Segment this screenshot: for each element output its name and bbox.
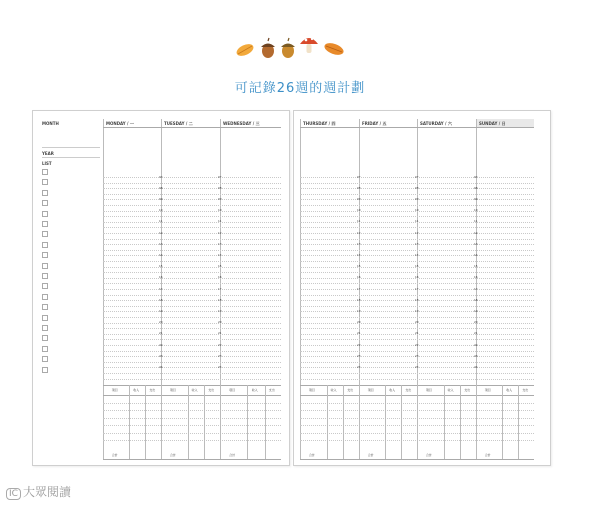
hour-row-line xyxy=(300,373,534,374)
ledger-header: 項目 xyxy=(425,388,432,392)
hour-label: 23 xyxy=(357,353,361,358)
checklist-box[interactable] xyxy=(42,263,48,269)
hour-row-line xyxy=(103,353,281,358)
day-header-saturday: SATURDAY / 六 xyxy=(420,121,452,126)
hour-label: 22 xyxy=(159,342,163,347)
hour-row-line xyxy=(103,230,281,235)
hour-row-line xyxy=(103,286,281,291)
hour-row-line xyxy=(103,196,281,201)
hour-row-line xyxy=(300,317,534,318)
hour-row-line xyxy=(300,205,534,206)
hour-row-line xyxy=(103,278,281,279)
ledger-divider xyxy=(129,385,130,459)
hour-label: 21 xyxy=(159,331,163,336)
hour-label: 15 xyxy=(218,264,222,269)
hour-label: 15 xyxy=(415,264,419,269)
page-caption: 可記錄26週的週計劃 xyxy=(234,81,366,96)
hour-label: 12 xyxy=(357,230,361,235)
hour-label: 20 xyxy=(474,320,478,325)
hour-label: 14 xyxy=(159,252,163,257)
ledger-divider xyxy=(518,385,519,459)
watermark-logo-icon: IC xyxy=(6,488,21,500)
ledger-header: 項目 xyxy=(484,388,491,392)
ledger-header: 項目 xyxy=(308,388,315,392)
hour-row-line xyxy=(103,252,281,257)
ledger-divider xyxy=(327,385,328,459)
hour-label: 08 xyxy=(218,185,222,190)
ledger-header: 收入 xyxy=(447,388,454,392)
hour-label: 13 xyxy=(159,241,163,246)
hour-row-line xyxy=(300,194,534,195)
hour-row-line xyxy=(103,379,281,380)
ledger-total-label: 合計 xyxy=(308,453,315,457)
month-line xyxy=(42,147,100,148)
ledger-header: 項目 xyxy=(367,388,374,392)
hour-label: 24 xyxy=(218,364,222,369)
hour-label: 18 xyxy=(357,297,361,302)
checklist-box[interactable] xyxy=(42,169,48,175)
hour-label: 11 xyxy=(159,219,163,224)
hour-row-line xyxy=(103,364,281,369)
hour-label: 14 xyxy=(415,252,419,257)
hour-row-line xyxy=(300,351,534,352)
hour-label: 11 xyxy=(474,219,478,224)
hour-row-line xyxy=(103,308,281,313)
ledger-day-divider xyxy=(220,385,221,459)
hour-label: 17 xyxy=(474,286,478,291)
hour-label: 18 xyxy=(415,297,419,302)
hour-row-line xyxy=(300,306,534,307)
hour-row-line xyxy=(300,272,534,273)
hour-row-line xyxy=(300,283,534,284)
hour-label: 20 xyxy=(415,320,419,325)
hour-label: 16 xyxy=(415,275,419,280)
day-header-line xyxy=(300,127,534,128)
hour-label: 18 xyxy=(218,297,222,302)
ledger-header: 支出 xyxy=(464,388,471,392)
ledger-divider xyxy=(145,385,146,459)
hour-row-line xyxy=(300,216,534,217)
hour-label: 07 xyxy=(357,174,361,179)
hour-label: 19 xyxy=(357,308,361,313)
hour-label: 19 xyxy=(474,308,478,313)
checklist-box[interactable] xyxy=(42,190,48,196)
hour-label: 21 xyxy=(415,331,419,336)
hour-label: 11 xyxy=(357,219,361,224)
hour-label: 10 xyxy=(159,208,163,213)
leaf-icon xyxy=(235,42,256,59)
hour-label: 07 xyxy=(159,174,163,179)
hour-label: 10 xyxy=(218,208,222,213)
hour-label: 14 xyxy=(218,252,222,257)
hour-row-line xyxy=(300,379,534,380)
hour-label: 21 xyxy=(218,331,222,336)
hour-row-line xyxy=(103,328,281,329)
hour-row-line xyxy=(103,250,281,251)
ledger-header: 支出 xyxy=(405,388,412,392)
hour-label: 24 xyxy=(357,364,361,369)
ledger-divider xyxy=(188,385,189,459)
hour-row-line xyxy=(103,227,281,228)
ledger-line xyxy=(300,459,534,460)
hour-label: 17 xyxy=(218,286,222,291)
checklist-box[interactable] xyxy=(42,304,48,310)
hour-label: 19 xyxy=(159,308,163,313)
hour-row-line xyxy=(300,261,534,262)
hour-label: 23 xyxy=(218,353,222,358)
hour-label: 18 xyxy=(159,297,163,302)
hour-label: 19 xyxy=(415,308,419,313)
day-header-sunday: SUNDAY / 日 xyxy=(479,121,506,126)
hour-label: 12 xyxy=(474,230,478,235)
hour-row-line xyxy=(103,351,281,352)
hour-row-line xyxy=(103,334,281,335)
hour-row-line xyxy=(103,272,281,273)
hour-row-line xyxy=(103,211,281,212)
checklist-box[interactable] xyxy=(42,273,48,279)
hour-row-line xyxy=(103,283,281,284)
day-header-friday: FRIDAY / 五 xyxy=(362,121,387,126)
hour-label: 09 xyxy=(159,196,163,201)
checklist-box[interactable] xyxy=(42,252,48,258)
day-header-thursday: THURSDAY / 四 xyxy=(303,121,336,126)
mushroom-icon xyxy=(300,38,318,53)
ledger-header: 收入 xyxy=(251,388,258,392)
checklist-box[interactable] xyxy=(42,283,48,289)
hour-label: 09 xyxy=(357,196,361,201)
ledger-divider xyxy=(343,385,344,459)
month-label: MONTH xyxy=(42,121,59,126)
ledger-divider xyxy=(444,385,445,459)
hour-row-line xyxy=(103,339,281,340)
hour-row-line xyxy=(103,317,281,318)
hour-label: 24 xyxy=(415,364,419,369)
hour-label: 24 xyxy=(474,364,478,369)
hour-label: 13 xyxy=(415,241,419,246)
checklist-box[interactable] xyxy=(42,242,48,248)
hour-label: 14 xyxy=(357,252,361,257)
hour-row-line xyxy=(103,342,281,347)
hour-label: 10 xyxy=(357,208,361,213)
ledger-total-label: 合計 xyxy=(425,453,432,457)
hour-row-line xyxy=(103,362,281,363)
day-header-line xyxy=(103,127,281,128)
hour-row-line xyxy=(300,339,534,340)
ledger-total-label: 合計 xyxy=(367,453,374,457)
hour-label: 16 xyxy=(357,275,361,280)
ledger-total-label: 合計 xyxy=(169,453,176,457)
hour-label: 14 xyxy=(474,252,478,257)
hour-label: 07 xyxy=(218,174,222,179)
year-line xyxy=(42,157,100,158)
ledger-divider xyxy=(247,385,248,459)
hour-label: 09 xyxy=(474,196,478,201)
ledger-header: 支出 xyxy=(347,388,354,392)
hour-row-line xyxy=(300,239,534,240)
hour-label: 13 xyxy=(218,241,222,246)
ledger-header: 支出 xyxy=(149,388,156,392)
ledger-divider xyxy=(204,385,205,459)
hour-label: 23 xyxy=(415,353,419,358)
autumn-decoration xyxy=(232,32,352,62)
checklist-box[interactable] xyxy=(42,367,48,373)
checklist-box[interactable] xyxy=(42,315,48,321)
hour-label: 11 xyxy=(415,219,419,224)
hour-row-line xyxy=(300,295,534,296)
ledger-header: 收入 xyxy=(389,388,396,392)
ledger-day-divider xyxy=(417,385,418,459)
ledger-header: 項目 xyxy=(229,388,236,392)
hour-label: 09 xyxy=(415,196,419,201)
hour-row-line xyxy=(103,267,281,268)
ledger-header: 收入 xyxy=(191,388,198,392)
ledger-day-divider xyxy=(359,385,360,459)
hour-row-line xyxy=(103,261,281,262)
hour-label: 12 xyxy=(218,230,222,235)
hour-row-line xyxy=(103,306,281,307)
day-header-tuesday: TUESDAY / 二 xyxy=(164,121,193,126)
hour-row-line xyxy=(300,183,534,184)
ledger-day-divider xyxy=(161,385,162,459)
hour-label: 22 xyxy=(357,342,361,347)
hour-label: 21 xyxy=(474,331,478,336)
hour-row-line xyxy=(103,185,281,190)
hour-row-line xyxy=(103,373,281,374)
hour-row-line xyxy=(103,216,281,217)
hour-label: 13 xyxy=(357,241,361,246)
hour-label: 16 xyxy=(474,275,478,280)
hour-row-line xyxy=(103,241,281,246)
hour-row-line xyxy=(103,295,281,296)
hour-label: 23 xyxy=(474,353,478,358)
ledger-line xyxy=(103,459,281,460)
hour-label: 10 xyxy=(474,208,478,213)
checklist-box[interactable] xyxy=(42,294,48,300)
ledger-divider xyxy=(265,385,266,459)
hour-label: 07 xyxy=(474,174,478,179)
day-header-monday: MONDAY / 一 xyxy=(106,121,134,126)
hour-label: 08 xyxy=(159,185,163,190)
hour-label: 10 xyxy=(415,208,419,213)
hour-row-line xyxy=(103,297,281,302)
hour-row-line xyxy=(300,328,534,329)
ledger-total-label: 合計 xyxy=(484,453,491,457)
hour-label: 20 xyxy=(357,320,361,325)
right-planner-page xyxy=(293,110,551,466)
hour-label: 16 xyxy=(159,275,163,280)
hour-label: 12 xyxy=(415,230,419,235)
hour-row-line xyxy=(300,227,534,228)
hour-label: 08 xyxy=(415,185,419,190)
checklist-box[interactable] xyxy=(42,346,48,352)
ledger-header: 支出 xyxy=(522,388,529,392)
day-header-wednesday: WEDNESDAY / 三 xyxy=(223,121,260,126)
hour-label: 17 xyxy=(357,286,361,291)
hour-label: 18 xyxy=(474,297,478,302)
watermark-text: 大眾閱讀 xyxy=(22,485,71,499)
ledger-header: 支出 xyxy=(208,388,215,392)
hour-row-line xyxy=(103,239,281,240)
hour-label: 22 xyxy=(415,342,419,347)
checklist-box[interactable] xyxy=(42,335,48,341)
ledger-divider xyxy=(385,385,386,459)
hour-label: 20 xyxy=(218,320,222,325)
hour-row-line xyxy=(300,362,534,363)
checklist-box[interactable] xyxy=(42,325,48,331)
hour-label: 17 xyxy=(159,286,163,291)
hour-row-line xyxy=(103,323,281,324)
hour-label: 16 xyxy=(218,275,222,280)
checklist-box[interactable] xyxy=(42,200,48,206)
ledger-header: 收入 xyxy=(330,388,337,392)
hour-label: 22 xyxy=(474,342,478,347)
hour-row-line xyxy=(300,250,534,251)
hour-label: 13 xyxy=(474,241,478,246)
hour-label: 08 xyxy=(357,185,361,190)
checklist-box[interactable] xyxy=(42,231,48,237)
hour-label: 17 xyxy=(415,286,419,291)
checklist-box[interactable] xyxy=(42,211,48,217)
ledger-header: 項目 xyxy=(111,388,118,392)
hour-label: 23 xyxy=(159,353,163,358)
hour-label: 24 xyxy=(159,364,163,369)
ledger-divider xyxy=(460,385,461,459)
checklist-box[interactable] xyxy=(42,179,48,185)
hour-label: 12 xyxy=(159,230,163,235)
hour-row-line xyxy=(103,222,281,223)
ledger-header: 收入 xyxy=(506,388,513,392)
hour-row-line xyxy=(103,205,281,206)
hour-label: 09 xyxy=(218,196,222,201)
ledger-header: 項目 xyxy=(169,388,176,392)
hour-row-line xyxy=(103,174,281,179)
year-label: YEAR xyxy=(42,151,54,156)
left-planner-page xyxy=(32,110,290,466)
checklist-box[interactable] xyxy=(42,356,48,362)
acorn-icon xyxy=(261,38,275,58)
leaf-icon xyxy=(323,41,345,57)
ledger-day-divider xyxy=(476,385,477,459)
hour-row-line xyxy=(103,183,281,184)
list-label: LIST xyxy=(42,161,52,166)
ledger-total-label: 合計 xyxy=(111,453,118,457)
hour-row-line xyxy=(103,194,281,195)
acorn-icon xyxy=(281,38,295,58)
hour-label: 22 xyxy=(218,342,222,347)
hour-label: 11 xyxy=(218,219,222,224)
hour-label: 07 xyxy=(415,174,419,179)
ledger-divider xyxy=(502,385,503,459)
hour-label: 15 xyxy=(474,264,478,269)
hour-label: 15 xyxy=(357,264,361,269)
ledger-header: 收入 xyxy=(133,388,140,392)
ledger-header: 支出 xyxy=(268,388,275,392)
hour-label: 08 xyxy=(474,185,478,190)
ledger-divider xyxy=(401,385,402,459)
ledger-total-label: 合計 xyxy=(229,453,236,457)
hour-label: 20 xyxy=(159,320,163,325)
hour-label: 15 xyxy=(159,264,163,269)
watermark xyxy=(6,483,71,500)
hour-label: 19 xyxy=(218,308,222,313)
hour-label: 21 xyxy=(357,331,361,336)
checklist-box[interactable] xyxy=(42,221,48,227)
